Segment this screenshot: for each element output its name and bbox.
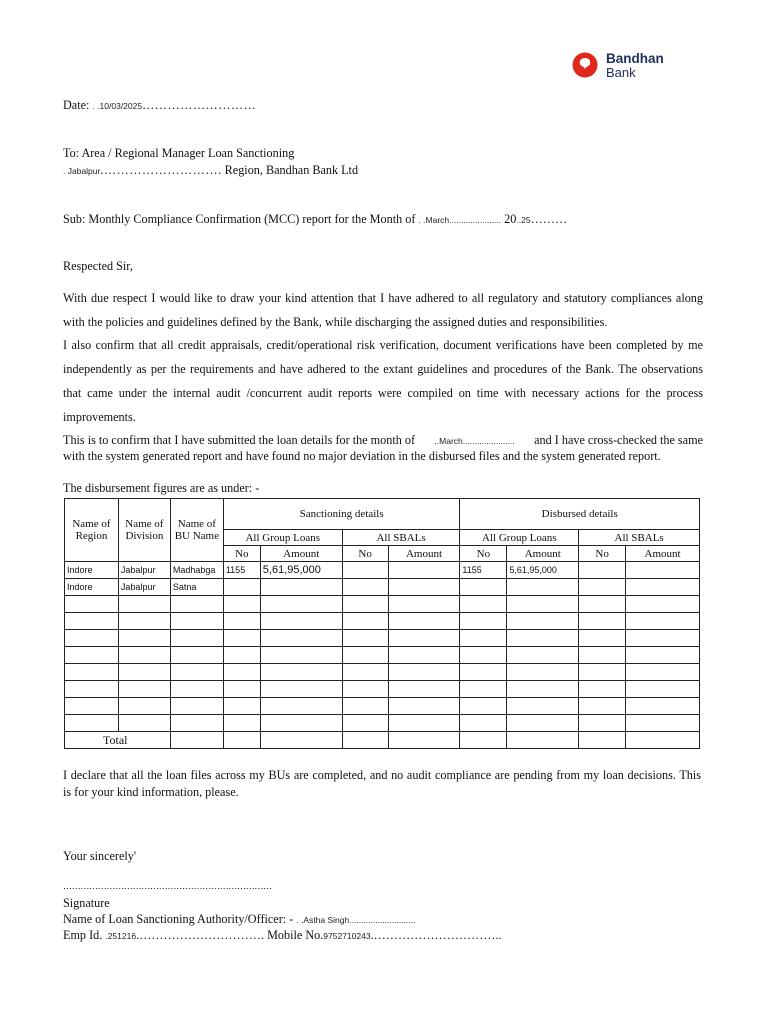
table-cell-d-sb-no	[579, 562, 626, 579]
table-cell-empty	[170, 681, 223, 698]
table-cell-empty	[223, 715, 260, 732]
bandhan-bank-logo	[572, 51, 682, 81]
table-cell-s-sb-amt	[388, 579, 460, 596]
table-cell-empty	[388, 613, 460, 630]
table-cell-empty	[626, 630, 700, 647]
table-cell-empty	[460, 630, 507, 647]
table-cell-empty	[170, 698, 223, 715]
table-cell-empty	[118, 630, 170, 647]
disbursement-table	[64, 498, 700, 749]
date-prefix: . .	[92, 101, 100, 111]
table-cell-empty	[507, 630, 579, 647]
table-cell-empty	[260, 715, 342, 732]
table-cell-empty	[170, 613, 223, 630]
header-amount: Amount	[626, 546, 700, 562]
p3-line1	[63, 433, 703, 448]
table-cell-empty	[388, 596, 460, 613]
table-cell-s-gl-no: 1155	[223, 562, 260, 579]
table-row-empty	[65, 596, 700, 613]
table-cell-empty	[579, 630, 626, 647]
table-cell-empty	[507, 596, 579, 613]
p3-month: March	[439, 436, 463, 446]
table-cell-empty	[626, 647, 700, 664]
p3-part1: This is to confirm that I have submitted the loan details for the month of	[63, 433, 416, 447]
subject-year-sep: ..	[516, 215, 522, 225]
table-row-empty	[65, 630, 700, 647]
header-s-sbals: All SBALs	[342, 530, 460, 546]
table-cell-empty	[342, 596, 388, 613]
table-row-empty	[65, 698, 700, 715]
subject-text: Sub: Monthly Compliance Confirmation (MCC) report for the Month of	[63, 212, 416, 226]
table-cell-empty	[388, 715, 460, 732]
table-cell-empty	[223, 698, 260, 715]
region-dots: .……………………….	[100, 163, 222, 177]
table-cell-division: Jabalpur	[118, 579, 170, 596]
salutation: Respected Sir,	[63, 259, 133, 273]
table-cell-empty	[460, 664, 507, 681]
table-cell-empty	[579, 613, 626, 630]
table-cell-empty	[260, 613, 342, 630]
table-cell-empty	[65, 613, 119, 630]
officer-name-prefix: . .	[296, 915, 304, 925]
p1-line1: With due respect I would like to draw your kind attention that I have adhered to all regulatory and statutory compliances along	[63, 291, 703, 305]
subject-year: 25	[521, 215, 531, 225]
header-bu: Name of BU Name	[170, 499, 223, 562]
table-cell-s-sb-amt	[388, 562, 460, 579]
emp-value: 251216	[107, 931, 137, 941]
table-cell-empty	[65, 715, 119, 732]
table-cell-empty	[579, 698, 626, 715]
table-cell-d-gl-amt: 5,61,95,000	[507, 562, 579, 579]
header-no: No	[342, 546, 388, 562]
table-cell-empty	[626, 715, 700, 732]
table-row-empty	[65, 647, 700, 664]
table-cell-empty	[260, 664, 342, 681]
table-cell-empty	[65, 630, 119, 647]
table-cell-empty	[342, 664, 388, 681]
region-line	[63, 163, 358, 178]
subject-dots: ......................	[449, 215, 502, 225]
region-prefix: .	[63, 166, 68, 176]
table-cell-empty	[626, 698, 700, 715]
total-cell	[342, 732, 388, 749]
total-label: Total	[65, 732, 171, 749]
header-amount: Amount	[260, 546, 342, 562]
header-no: No	[579, 546, 626, 562]
table-cell-empty	[65, 681, 119, 698]
closing: Your sincerely'	[63, 849, 137, 863]
table-cell-empty	[460, 596, 507, 613]
header-row-1	[65, 499, 700, 530]
table-cell-empty	[342, 715, 388, 732]
emp-dots: .………………………….	[136, 928, 265, 942]
subject-month: March	[425, 215, 450, 225]
officer-name-label: Name of Loan Sanctioning Authority/Officer: -	[63, 912, 294, 926]
emp-prefix: .	[105, 931, 108, 941]
declaration-line2: is for your kind information, please.	[63, 785, 239, 799]
header-region: Name of Region	[65, 499, 119, 562]
subject-year-prefix: 20	[504, 212, 517, 226]
header-division: Name of Division	[118, 499, 170, 562]
header-no: No	[460, 546, 507, 562]
total-cell	[223, 732, 260, 749]
p3-prefix: ..	[434, 436, 440, 446]
logo-text-bandhan: Bandhan	[606, 51, 664, 66]
p2-line4: improvements.	[63, 410, 136, 424]
table-body	[65, 562, 700, 732]
p3-dots: ......................	[462, 436, 515, 446]
table-cell-empty	[579, 681, 626, 698]
total-cell	[388, 732, 460, 749]
table-cell-empty	[65, 698, 119, 715]
table-cell-empty	[626, 613, 700, 630]
table-row-empty	[65, 715, 700, 732]
table-cell-empty	[118, 664, 170, 681]
date-value: 10/03/2025	[99, 101, 143, 111]
to-line: To: Area / Regional Manager Loan Sanctioning	[63, 146, 295, 160]
table-cell-empty	[65, 596, 119, 613]
officer-name-line	[63, 912, 415, 927]
table-cell-empty	[460, 647, 507, 664]
officer-name-value: Astha Singh	[303, 915, 350, 925]
table-cell-empty	[223, 647, 260, 664]
subject-end: ………	[530, 212, 568, 226]
total-cell	[579, 732, 626, 749]
table-cell-empty	[342, 681, 388, 698]
table-cell-empty	[626, 596, 700, 613]
table-cell-s-gl-amt	[260, 579, 342, 596]
officer-name-dots: ............................	[349, 915, 416, 925]
table-cell-division: Jabalpur	[118, 562, 170, 579]
table-cell-empty	[170, 664, 223, 681]
table-cell-empty	[260, 698, 342, 715]
table-cell-empty	[260, 596, 342, 613]
header-no: No	[223, 546, 260, 562]
table-cell-region: Indore	[65, 562, 119, 579]
subject-line	[63, 212, 567, 227]
table-cell-empty	[507, 681, 579, 698]
table-cell-empty	[579, 715, 626, 732]
emp-label: Emp Id.	[63, 928, 103, 942]
table-cell-bu: Satna	[170, 579, 223, 596]
total-cell	[170, 732, 223, 749]
signature-label: Signature	[63, 896, 110, 910]
table-cell-d-sb-no	[579, 579, 626, 596]
header-amount: Amount	[507, 546, 579, 562]
table-cell-region: Indore	[65, 579, 119, 596]
logo-text-bank: Bank	[606, 65, 636, 80]
table-cell-empty	[626, 664, 700, 681]
header-disbursed: Disbursed details	[460, 499, 700, 530]
table-cell-d-gl-no: 1155	[460, 562, 507, 579]
table-cell-empty	[170, 715, 223, 732]
date-dots: ………………………	[142, 98, 257, 112]
table-cell-empty	[388, 681, 460, 698]
table-cell-empty	[118, 698, 170, 715]
table-cell-empty	[579, 664, 626, 681]
table-cell-s-gl-amt: 5,61,95,000	[260, 562, 342, 579]
p2-line1: I also confirm that all credit appraisals, credit/operational risk verification, document verifications have been completed by me	[63, 338, 703, 352]
table-cell-empty	[65, 647, 119, 664]
table-cell-empty	[260, 630, 342, 647]
table-cell-empty	[223, 681, 260, 698]
mobile-value: 9752710243	[323, 931, 371, 941]
header-amount: Amount	[388, 546, 460, 562]
table-cell-bu: Madhabga	[170, 562, 223, 579]
table-cell-empty	[626, 681, 700, 698]
header-s-group-loans: All Group Loans	[223, 530, 342, 546]
table-cell-s-sb-no	[342, 579, 388, 596]
emp-mobile-line	[63, 928, 502, 943]
header-sanctioning: Sanctioning details	[223, 499, 460, 530]
p1-line2: with the policies and guidelines defined by the Bank, while discharging the assigned duties and responsibilities.	[63, 315, 608, 329]
table-cell-empty	[223, 630, 260, 647]
table-cell-empty	[118, 596, 170, 613]
table-cell-empty	[118, 647, 170, 664]
table-cell-d-gl-amt	[507, 579, 579, 596]
table-cell-empty	[507, 647, 579, 664]
table-cell-empty	[460, 681, 507, 698]
subject-prefix: . .	[418, 215, 426, 225]
table-cell-empty	[460, 715, 507, 732]
table-cell-empty	[460, 613, 507, 630]
p3-part2: and I have cross-checked the same	[534, 433, 703, 447]
table-row	[65, 579, 700, 596]
table-cell-empty	[507, 664, 579, 681]
table-cell-empty	[460, 698, 507, 715]
table-cell-empty	[342, 630, 388, 647]
table-cell-empty	[118, 613, 170, 630]
table-cell-empty	[170, 596, 223, 613]
table-cell-empty	[342, 613, 388, 630]
table-cell-empty	[388, 698, 460, 715]
table-cell-empty	[118, 715, 170, 732]
table-row-empty	[65, 664, 700, 681]
p3-line2: with the system generated report and have found no major deviation in the disbursed files and the system generated report.	[63, 449, 661, 463]
table-row	[65, 562, 700, 579]
signature-dots: ………………………………………………………………	[63, 881, 272, 891]
mobile-label: Mobile No.	[267, 928, 324, 942]
total-cell	[626, 732, 700, 749]
p2-line3: that came under the internal audit /concurrent audit reports were compiled on time with necessary actions for the process	[63, 386, 703, 400]
table-cell-empty	[170, 647, 223, 664]
date-label: Date:	[63, 98, 90, 112]
total-cell	[460, 732, 507, 749]
table-cell-empty	[223, 664, 260, 681]
table-cell-empty	[223, 596, 260, 613]
table-cell-d-sb-amt	[626, 579, 700, 596]
table-row-empty	[65, 681, 700, 698]
table-cell-empty	[388, 647, 460, 664]
total-cell	[507, 732, 579, 749]
table-cell-s-sb-no	[342, 562, 388, 579]
region-value: Jabalpur	[67, 166, 101, 176]
header-d-sbals: All SBALs	[579, 530, 700, 546]
date-line	[63, 98, 256, 113]
table-cell-empty	[170, 630, 223, 647]
table-cell-empty	[260, 647, 342, 664]
table-cell-d-sb-amt	[626, 562, 700, 579]
table-cell-empty	[579, 596, 626, 613]
table-cell-s-gl-no	[223, 579, 260, 596]
region-suffix: Region, Bandhan Bank Ltd	[224, 163, 359, 177]
table-cell-empty	[388, 664, 460, 681]
table-cell-empty	[388, 630, 460, 647]
total-row	[65, 732, 700, 749]
table-cell-empty	[118, 681, 170, 698]
table-cell-empty	[507, 613, 579, 630]
table-cell-empty	[507, 715, 579, 732]
table-cell-empty	[223, 613, 260, 630]
p2-line2: independently as per the requirements and have adhered to the extant guidelines and procedures of the Bank. The observations	[63, 362, 703, 376]
mobile-dots: .…………………………..	[370, 928, 502, 942]
table-cell-empty	[65, 664, 119, 681]
table-cell-empty	[507, 698, 579, 715]
header-d-group-loans: All Group Loans	[460, 530, 579, 546]
table-row-empty	[65, 613, 700, 630]
total-cell	[260, 732, 342, 749]
table-intro: The disbursement figures are as under: -	[63, 481, 260, 495]
declaration-line1: I declare that all the loan files across my BUs are completed, and no audit compliance are pending from my loan decisions. This	[63, 768, 701, 782]
bandhan-logo-icon	[572, 52, 598, 78]
table-cell-empty	[342, 698, 388, 715]
table-cell-empty	[342, 647, 388, 664]
table-cell-empty	[260, 681, 342, 698]
table-cell-empty	[579, 647, 626, 664]
table-cell-d-gl-no	[460, 579, 507, 596]
